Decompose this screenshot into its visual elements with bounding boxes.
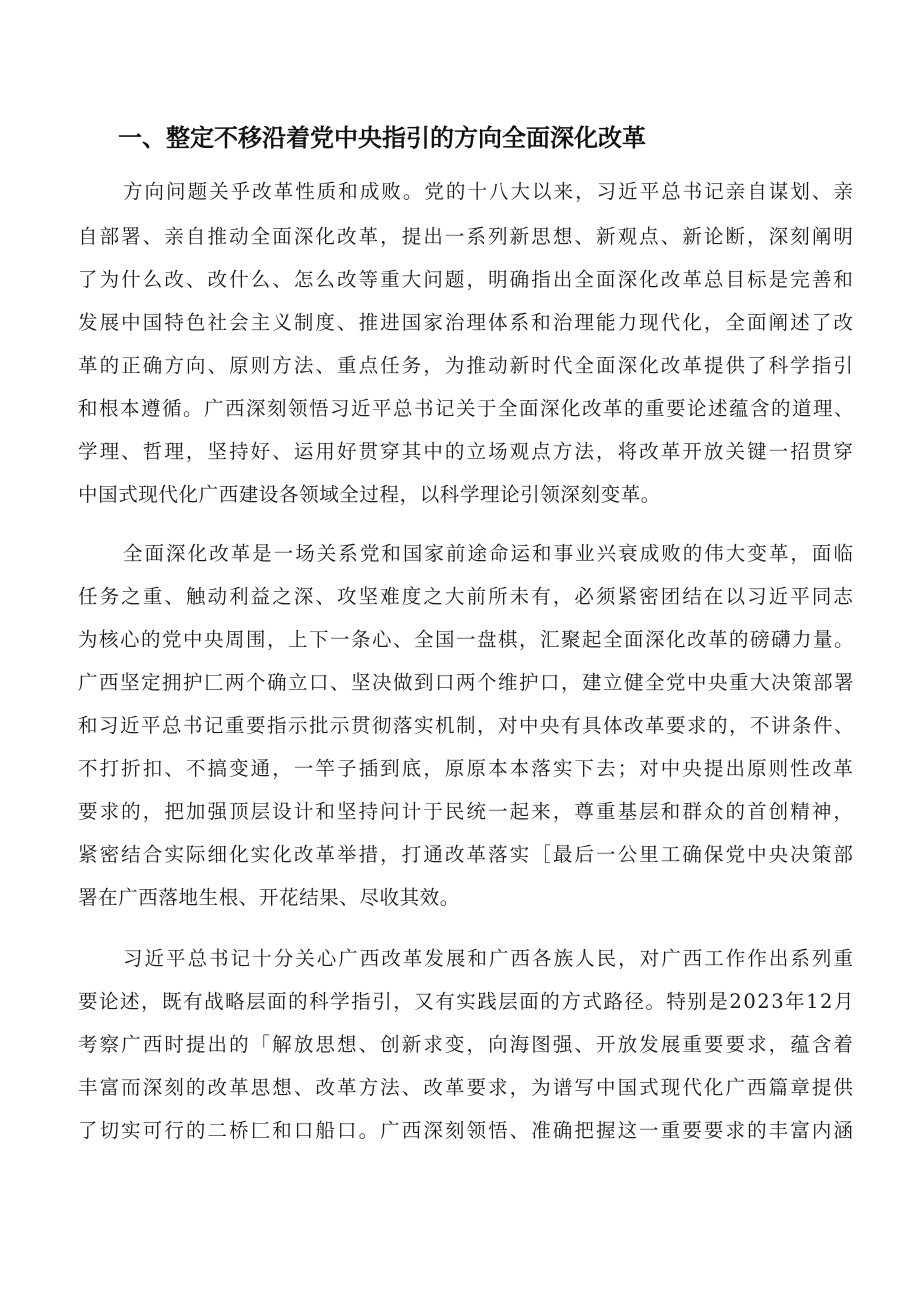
paragraph-line: 为核心的党中央周围，上下一条心、全国一盘棋，汇聚起全面深化改革的磅礴力量。 [78, 628, 855, 651]
paragraph-line: 方向问题关乎改革性质和成败。党的十八大以来，习近平总书记亲自谋划、亲 [123, 180, 855, 203]
paragraph-line: 要论述，既有战略层面的科学指引，又有实践层面的方式路径。特别是2023年12月 [78, 990, 855, 1013]
paragraph-line: 要求的，把加强顶层设计和坚持问计于民统一起来，尊重基层和群众的首创精神， [78, 800, 855, 823]
paragraph-line: 考察广西时提出的「解放思想、创新求变，向海图强、开放发展重要要求，蕴含着 [78, 1033, 855, 1056]
paragraph-line: 习近平总书记十分关心广西改革发展和广西各族人民，对广西工作作出系列重 [123, 947, 855, 970]
paragraph-line: 革的正确方向、原则方法、重点任务，为推动新时代全面深化改革提供了科学指引 [78, 354, 855, 377]
paragraph-line: 了切实可行的二桥匚和口船口。广西深刻领悟、准确把握这一重要要求的丰富内涵 [78, 1119, 855, 1142]
paragraph-line: 全面深化改革是一场关系党和国家前途命运和事业兴衰成败的伟大变革，面临 [123, 542, 855, 565]
paragraph-line: 广西坚定拥护匚两个确立口、坚决做到口两个维护口，建立健全党中央重大决策部署 [78, 671, 855, 694]
paragraph-line: 和根本遵循。广西深刻领悟习近平总书记关于全面深化改革的重要论述蕴含的道理、 [78, 397, 855, 420]
paragraph-line: 不打折扣、不搞变通，一竿子插到底，原原本本落实下去；对中央提出原则性改革 [78, 757, 855, 780]
paragraph-line: 自部署、亲自推动全面深化改革，提出一系列新思想、新观点、新论断，深刻阐明 [78, 225, 855, 248]
paragraph-line: 任务之重、触动利益之深、攻坚难度之大前所未有，必须紧密团结在以习近平同志 [78, 585, 855, 608]
paragraph-line: 学理、哲理，坚持好、运用好贯穿其中的立场观点方法，将改革开放关键一招贯穿 [78, 440, 855, 463]
paragraph-line: 丰富而深刻的改革思想、改革方法、改革要求，为谱写中国式现代化广西篇章提供 [78, 1076, 855, 1099]
section-heading: 一、整定不移沿着党中央指引的方向全面深化改革 [118, 124, 646, 152]
paragraph-line: 和习近平总书记重要指示批示贯彻落实机制，对中央有具体改革要求的，不讲条件、 [78, 714, 855, 737]
paragraph-line: 了为什么改、改什么、怎么改等重大问题，明确指出全面深化改革总目标是完善和 [78, 268, 855, 291]
paragraph-line: 紧密结合实际细化实化改革举措，打通改革落实［最后一公里工确保党中央决策部 [78, 843, 855, 866]
paragraph-line: 发展中国特色社会主义制度、推进国家治理体系和治理能力现代化，全面阐述了改 [78, 311, 855, 334]
paragraph-line: 中国式现代化广西建设各领域全过程，以科学理论引领深刻变革。 [78, 483, 661, 506]
paragraph-line: 署在广西落地生根、开花结果、尽收其效。 [78, 886, 460, 909]
